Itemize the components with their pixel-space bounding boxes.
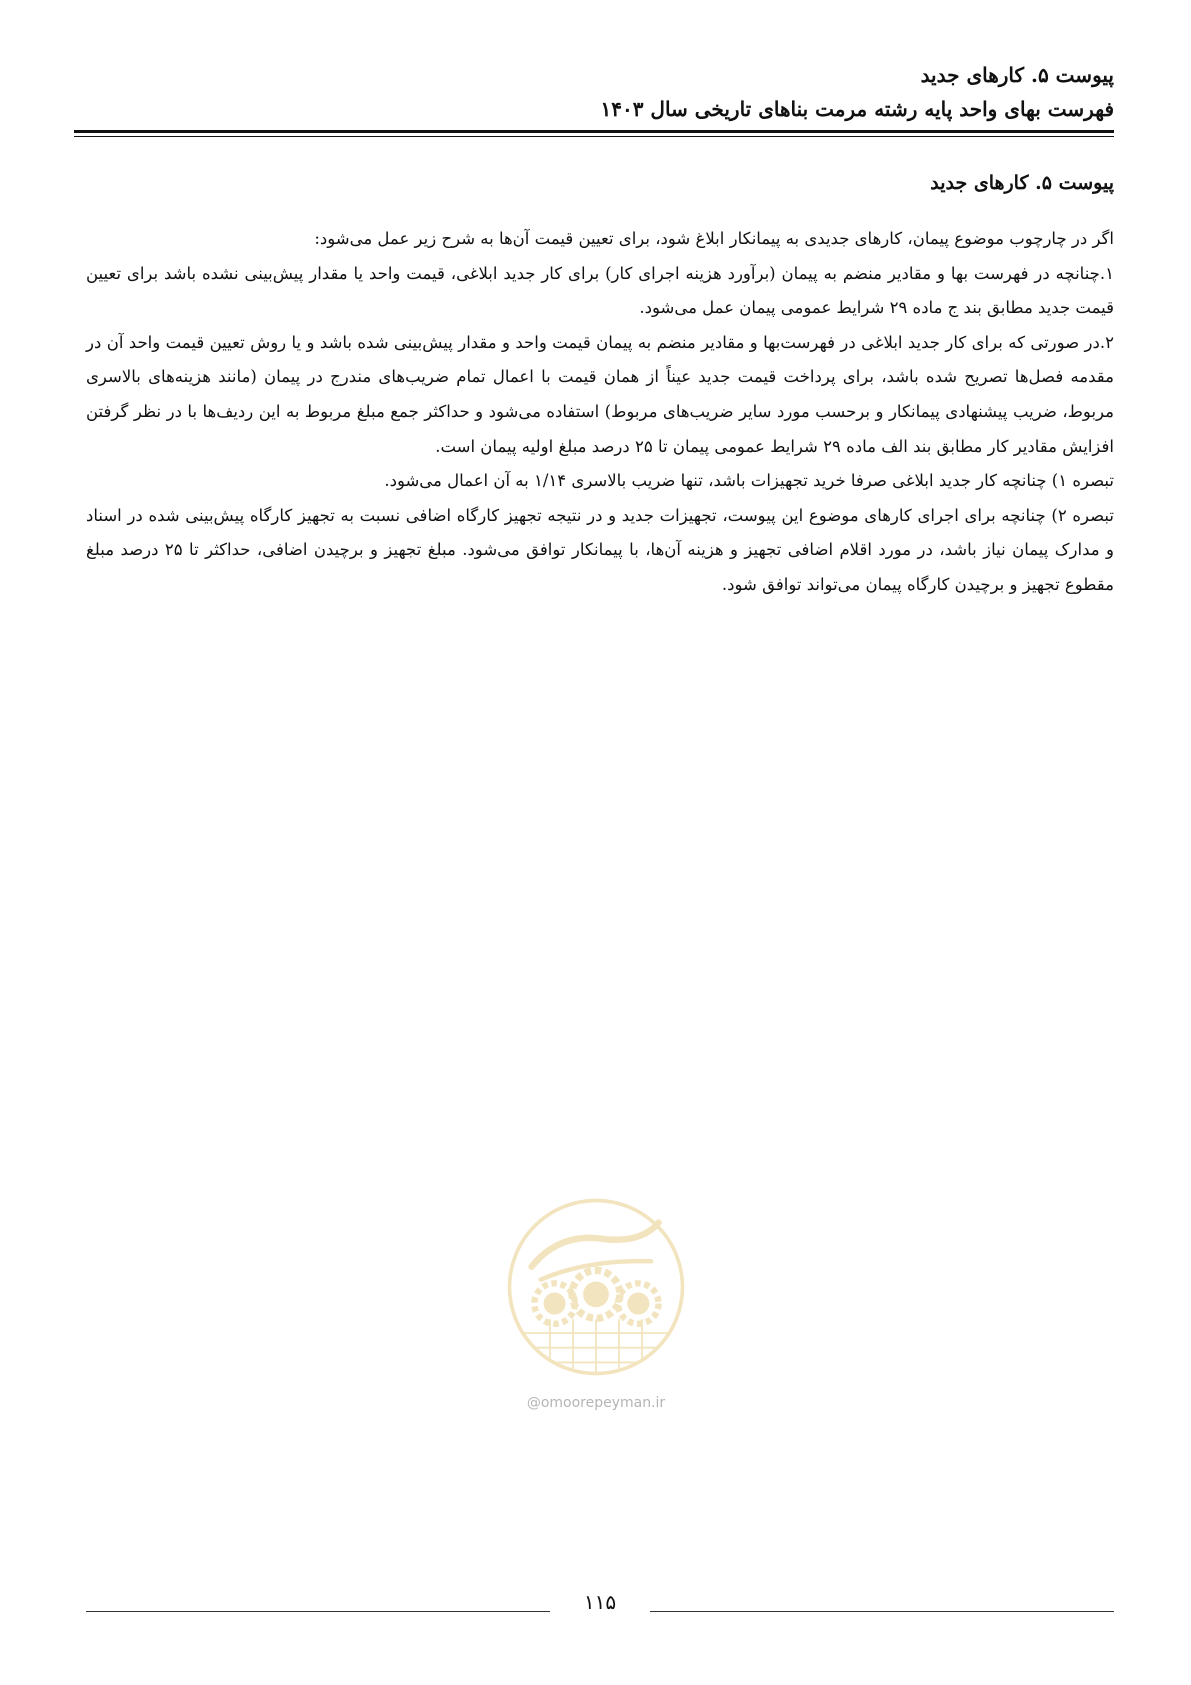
paragraph-note-2: تبصره ۲) چنانچه برای اجرای کارهای موضوع این پیوست، تجهیزات جدید و در نتیجه تجهیز کارگاه اضافی نسبت به تجهیز کارگاه پیش‌بینی شده در اسناد و مدارک پیمان نیاز باشد، در مورد اقلام اضافی تجهیز و هزینه آن‌ها، با پیمانکار توافق می‌شود. مبلغ تجهیز و برچیدن اضافی، حداکثر تا ۲۵ درصد مبلغ مقطوع تجهیز و برچیدن کارگاه پیمان می‌تواند توافق شود. [86,505,1114,594]
page-number: ۱۱۵ [583,1590,617,1614]
footer-rule-left [86,1611,550,1612]
header-rule-thin [74,136,1114,137]
paragraph-note-1: تبصره ۱) چنانچه کار جدید ابلاغی صرفا خرید تجهیزات باشد، تنها ضریب بالاسری ۱/۱۴ به آن اعمال می‌شود. [384,471,1114,491]
section-heading: پیوست ۵. کارهای جدید [930,172,1114,194]
header-appendix-title: پیوست ۵. کارهای جدید [920,63,1114,87]
watermark-logo-icon [504,1195,688,1379]
footer-rule-right [650,1611,1114,1612]
paragraph-item-2: ۲.در صورتی که برای کار جدید ابلاغی در فهرست‌بها و مقادیر منضم به پیمان قیمت واحد و مقدار پیش‌بینی شده باشد و یا روش تعیین قیمت واحد آن در مقدمه فصل‌ها تصریح شده باشد، برای پرداخت قیمت جدید عیناً از همان قیمت با اعمال تمام ضریب‌های مندرج در پیمان (مانند هزینه‌های بالاسری مربوط، ضریب پیشنهادی پیمانکار و برحسب مورد سایر ضریب‌های مربوط) استفاده می‌شود و حداکثر جمع مبلغ مربوط به این ردیف‌ها با در نظر گرفتن افزایش مقادیر کار مطابق بند الف ماده ۲۹ شرایط عمومی پیمان تا ۲۵ درصد مبلغ اولیه پیمان است. [86,332,1114,456]
watermark-url: @omoorepeyman.ir [526,1395,666,1411]
header-rule-thick [74,130,1114,133]
body-text [86,222,1114,603]
page-header [86,58,1114,126]
paragraph-item-1: ۱.چنانچه در فهرست بها و مقادیر منضم به پیمان (برآورد هزینه اجرای کار) برای کار جدید ابلاغی، قیمت واحد یا مقدار پیش‌بینی نشده باشد برای تعیین قیمت جدید مطابق بند ج ماده ۲۹ شرایط عمومی پیمان عمل می‌شود. [86,263,1114,318]
paragraph-intro: اگر در چارچوب موضوع پیمان، کارهای جدیدی به پیمانکار ابلاغ شود، برای تعیین قیمت آن‌ها به شرح زیر عمل می‌شود: [314,229,1114,248]
header-document-title: فهرست بهای واحد پایه رشته مرمت بناهای تاریخی سال ۱۴۰۳ [600,97,1114,121]
